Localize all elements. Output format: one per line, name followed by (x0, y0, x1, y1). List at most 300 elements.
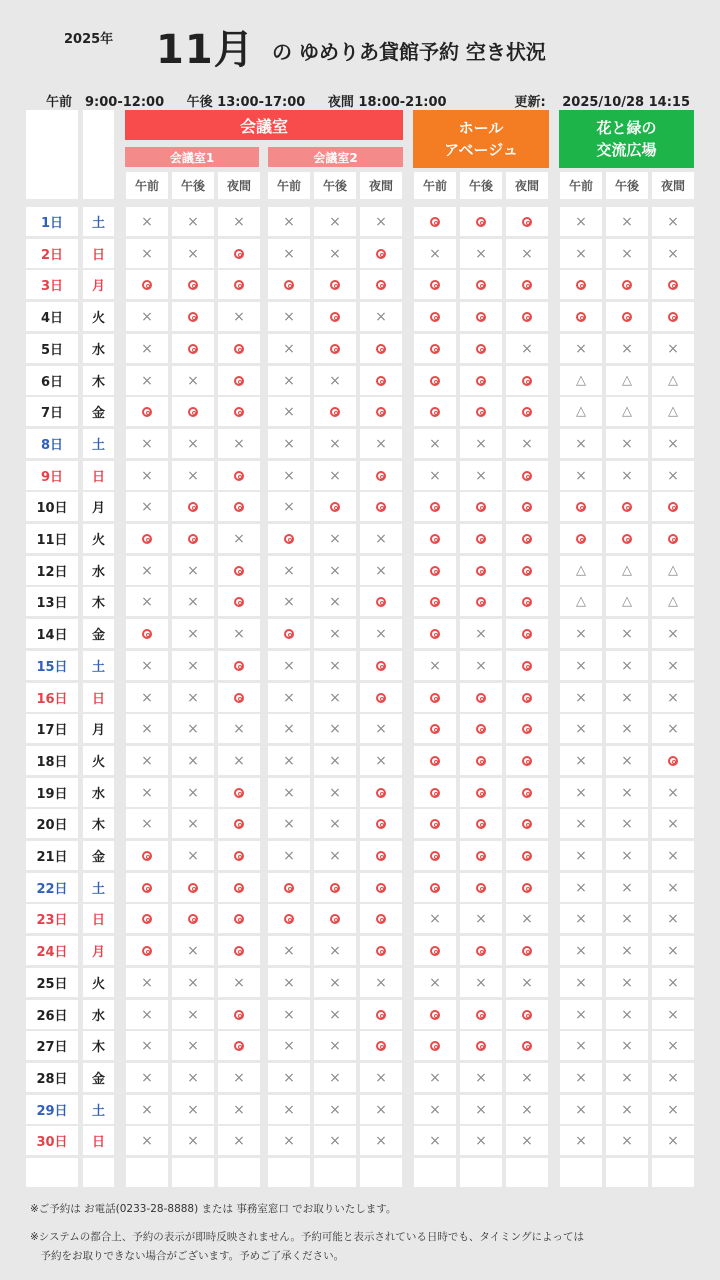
availability-cell[interactable] (460, 366, 502, 395)
availability-cell[interactable] (460, 239, 502, 268)
availability-cell[interactable] (506, 1031, 548, 1060)
availability-cell[interactable] (652, 1000, 694, 1029)
availability-cell[interactable] (268, 873, 310, 902)
availability-cell[interactable] (360, 936, 402, 965)
availability-cell[interactable] (314, 904, 356, 933)
availability-cell[interactable] (218, 1095, 260, 1124)
availability-cell[interactable] (652, 873, 694, 902)
availability-cell[interactable] (172, 619, 214, 648)
availability-cell[interactable] (360, 1031, 402, 1060)
availability-cell[interactable] (606, 239, 648, 268)
availability-cell[interactable] (172, 461, 214, 490)
availability-cell[interactable] (268, 1095, 310, 1124)
availability-cell[interactable] (172, 397, 214, 426)
availability-cell[interactable] (126, 429, 168, 458)
availability-cell[interactable] (268, 492, 310, 521)
availability-cell[interactable] (506, 1095, 548, 1124)
availability-cell[interactable] (652, 429, 694, 458)
availability-cell[interactable] (606, 1063, 648, 1092)
availability-cell[interactable] (314, 302, 356, 331)
availability-cell[interactable] (560, 968, 602, 997)
availability-cell[interactable] (414, 746, 456, 775)
availability-cell[interactable] (360, 524, 402, 553)
availability-cell[interactable] (652, 587, 694, 616)
availability-cell[interactable] (126, 1063, 168, 1092)
availability-cell[interactable] (652, 778, 694, 807)
availability-cell[interactable] (414, 904, 456, 933)
availability-cell[interactable] (360, 873, 402, 902)
availability-cell[interactable] (172, 524, 214, 553)
availability-cell[interactable] (268, 429, 310, 458)
availability-cell[interactable] (172, 904, 214, 933)
availability-cell[interactable] (560, 302, 602, 331)
availability-cell[interactable] (606, 1126, 648, 1155)
availability-cell[interactable] (652, 746, 694, 775)
availability-cell[interactable] (652, 334, 694, 363)
availability-cell[interactable] (268, 714, 310, 743)
availability-cell[interactable] (414, 1063, 456, 1092)
availability-cell[interactable] (606, 714, 648, 743)
availability-cell[interactable] (268, 683, 310, 712)
availability-cell[interactable] (126, 809, 168, 838)
availability-cell[interactable] (606, 302, 648, 331)
availability-cell[interactable] (360, 302, 402, 331)
availability-cell[interactable] (560, 207, 602, 236)
availability-cell[interactable] (414, 968, 456, 997)
availability-cell[interactable] (218, 683, 260, 712)
availability-cell[interactable] (652, 556, 694, 585)
availability-cell[interactable] (218, 778, 260, 807)
availability-cell[interactable] (652, 714, 694, 743)
availability-cell[interactable] (268, 239, 310, 268)
availability-cell[interactable] (652, 524, 694, 553)
availability-cell[interactable] (126, 841, 168, 870)
availability-cell[interactable] (314, 1126, 356, 1155)
availability-cell[interactable] (218, 429, 260, 458)
availability-cell[interactable] (314, 714, 356, 743)
availability-cell[interactable] (314, 334, 356, 363)
availability-cell[interactable] (606, 524, 648, 553)
availability-cell[interactable] (460, 397, 502, 426)
availability-cell[interactable] (414, 270, 456, 299)
availability-cell[interactable] (360, 651, 402, 680)
availability-cell[interactable] (460, 270, 502, 299)
availability-cell[interactable] (314, 968, 356, 997)
availability-cell[interactable] (460, 809, 502, 838)
availability-cell[interactable] (126, 1031, 168, 1060)
availability-cell[interactable] (218, 809, 260, 838)
availability-cell[interactable] (314, 239, 356, 268)
availability-cell[interactable] (606, 1095, 648, 1124)
availability-cell[interactable] (268, 904, 310, 933)
availability-cell[interactable] (414, 587, 456, 616)
availability-cell[interactable] (414, 809, 456, 838)
availability-cell[interactable] (460, 1126, 502, 1155)
availability-cell[interactable] (414, 1126, 456, 1155)
availability-cell[interactable] (172, 873, 214, 902)
availability-cell[interactable] (506, 968, 548, 997)
availability-cell[interactable] (126, 524, 168, 553)
availability-cell[interactable] (218, 1000, 260, 1029)
availability-cell[interactable] (560, 746, 602, 775)
availability-cell[interactable] (314, 809, 356, 838)
availability-cell[interactable] (126, 207, 168, 236)
availability-cell[interactable] (414, 1095, 456, 1124)
availability-cell[interactable] (506, 746, 548, 775)
availability-cell[interactable] (652, 683, 694, 712)
availability-cell[interactable] (460, 746, 502, 775)
availability-cell[interactable] (360, 809, 402, 838)
availability-cell[interactable] (506, 904, 548, 933)
availability-cell[interactable] (360, 556, 402, 585)
availability-cell[interactable] (218, 270, 260, 299)
availability-cell[interactable] (560, 270, 602, 299)
availability-cell[interactable] (314, 556, 356, 585)
availability-cell[interactable] (606, 873, 648, 902)
availability-cell[interactable] (460, 936, 502, 965)
availability-cell[interactable] (414, 683, 456, 712)
availability-cell[interactable] (606, 556, 648, 585)
availability-cell[interactable] (506, 651, 548, 680)
availability-cell[interactable] (314, 366, 356, 395)
availability-cell[interactable] (172, 651, 214, 680)
availability-cell[interactable] (560, 619, 602, 648)
availability-cell[interactable] (506, 334, 548, 363)
availability-cell[interactable] (268, 270, 310, 299)
availability-cell[interactable] (652, 1063, 694, 1092)
availability-cell[interactable] (126, 1126, 168, 1155)
availability-cell[interactable] (506, 778, 548, 807)
availability-cell[interactable] (560, 429, 602, 458)
availability-cell[interactable] (172, 492, 214, 521)
availability-cell[interactable] (360, 1126, 402, 1155)
availability-cell[interactable] (218, 461, 260, 490)
availability-cell[interactable] (606, 651, 648, 680)
availability-cell[interactable] (460, 334, 502, 363)
availability-cell[interactable] (172, 1031, 214, 1060)
availability-cell[interactable] (314, 397, 356, 426)
availability-cell[interactable] (268, 1000, 310, 1029)
availability-cell[interactable] (126, 904, 168, 933)
availability-cell[interactable] (218, 746, 260, 775)
availability-cell[interactable] (652, 904, 694, 933)
availability-cell[interactable] (314, 1063, 356, 1092)
availability-cell[interactable] (126, 334, 168, 363)
availability-cell[interactable] (460, 1000, 502, 1029)
availability-cell[interactable] (414, 936, 456, 965)
availability-cell[interactable] (606, 366, 648, 395)
availability-cell[interactable] (172, 302, 214, 331)
availability-cell[interactable] (460, 556, 502, 585)
availability-cell[interactable] (606, 334, 648, 363)
availability-cell[interactable] (652, 270, 694, 299)
availability-cell[interactable] (126, 366, 168, 395)
availability-cell[interactable] (126, 873, 168, 902)
availability-cell[interactable] (506, 714, 548, 743)
availability-cell[interactable] (172, 778, 214, 807)
availability-cell[interactable] (506, 587, 548, 616)
availability-cell[interactable] (414, 397, 456, 426)
availability-cell[interactable] (606, 683, 648, 712)
availability-cell[interactable] (218, 904, 260, 933)
availability-cell[interactable] (218, 492, 260, 521)
availability-cell[interactable] (268, 334, 310, 363)
availability-cell[interactable] (360, 1063, 402, 1092)
availability-cell[interactable] (172, 587, 214, 616)
availability-cell[interactable] (414, 302, 456, 331)
availability-cell[interactable] (606, 1000, 648, 1029)
availability-cell[interactable] (414, 239, 456, 268)
availability-cell[interactable] (172, 1095, 214, 1124)
availability-cell[interactable] (126, 1095, 168, 1124)
availability-cell[interactable] (268, 809, 310, 838)
availability-cell[interactable] (460, 587, 502, 616)
availability-cell[interactable] (218, 524, 260, 553)
availability-cell[interactable] (268, 1031, 310, 1060)
availability-cell[interactable] (126, 683, 168, 712)
availability-cell[interactable] (652, 619, 694, 648)
availability-cell[interactable] (460, 524, 502, 553)
availability-cell[interactable] (218, 873, 260, 902)
availability-cell[interactable] (606, 270, 648, 299)
availability-cell[interactable] (506, 841, 548, 870)
availability-cell[interactable] (506, 429, 548, 458)
availability-cell[interactable] (360, 587, 402, 616)
availability-cell[interactable] (560, 556, 602, 585)
availability-cell[interactable] (652, 1095, 694, 1124)
availability-cell[interactable] (652, 207, 694, 236)
availability-cell[interactable] (560, 683, 602, 712)
availability-cell[interactable] (268, 461, 310, 490)
availability-cell[interactable] (126, 651, 168, 680)
availability-cell[interactable] (268, 778, 310, 807)
availability-cell[interactable] (218, 587, 260, 616)
availability-cell[interactable] (218, 1031, 260, 1060)
availability-cell[interactable] (360, 461, 402, 490)
availability-cell[interactable] (652, 366, 694, 395)
availability-cell[interactable] (268, 302, 310, 331)
availability-cell[interactable] (506, 619, 548, 648)
availability-cell[interactable] (218, 302, 260, 331)
availability-cell[interactable] (506, 1063, 548, 1092)
availability-cell[interactable] (314, 778, 356, 807)
availability-cell[interactable] (126, 397, 168, 426)
availability-cell[interactable] (218, 334, 260, 363)
availability-cell[interactable] (218, 1126, 260, 1155)
availability-cell[interactable] (268, 587, 310, 616)
availability-cell[interactable] (560, 492, 602, 521)
availability-cell[interactable] (506, 397, 548, 426)
availability-cell[interactable] (314, 429, 356, 458)
availability-cell[interactable] (126, 714, 168, 743)
availability-cell[interactable] (360, 746, 402, 775)
availability-cell[interactable] (360, 1000, 402, 1029)
availability-cell[interactable] (560, 397, 602, 426)
availability-cell[interactable] (506, 239, 548, 268)
availability-cell[interactable] (314, 270, 356, 299)
availability-cell[interactable] (218, 1063, 260, 1092)
availability-cell[interactable] (268, 651, 310, 680)
availability-cell[interactable] (172, 714, 214, 743)
availability-cell[interactable] (460, 714, 502, 743)
availability-cell[interactable] (268, 1063, 310, 1092)
availability-cell[interactable] (126, 619, 168, 648)
availability-cell[interactable] (560, 809, 602, 838)
availability-cell[interactable] (414, 334, 456, 363)
availability-cell[interactable] (506, 461, 548, 490)
availability-cell[interactable] (218, 841, 260, 870)
availability-cell[interactable] (218, 619, 260, 648)
availability-cell[interactable] (172, 556, 214, 585)
availability-cell[interactable] (314, 1000, 356, 1029)
availability-cell[interactable] (126, 778, 168, 807)
availability-cell[interactable] (460, 492, 502, 521)
availability-cell[interactable] (414, 492, 456, 521)
availability-cell[interactable] (414, 461, 456, 490)
availability-cell[interactable] (460, 778, 502, 807)
availability-cell[interactable] (560, 1126, 602, 1155)
availability-cell[interactable] (652, 1031, 694, 1060)
availability-cell[interactable] (606, 397, 648, 426)
availability-cell[interactable] (560, 1063, 602, 1092)
availability-cell[interactable] (652, 841, 694, 870)
availability-cell[interactable] (460, 873, 502, 902)
availability-cell[interactable] (414, 873, 456, 902)
availability-cell[interactable] (360, 366, 402, 395)
availability-cell[interactable] (506, 492, 548, 521)
availability-cell[interactable] (172, 841, 214, 870)
availability-cell[interactable] (606, 492, 648, 521)
availability-cell[interactable] (218, 556, 260, 585)
availability-cell[interactable] (414, 207, 456, 236)
availability-cell[interactable] (460, 461, 502, 490)
availability-cell[interactable] (560, 524, 602, 553)
availability-cell[interactable] (314, 651, 356, 680)
availability-cell[interactable] (460, 904, 502, 933)
availability-cell[interactable] (268, 841, 310, 870)
availability-cell[interactable] (360, 239, 402, 268)
availability-cell[interactable] (314, 841, 356, 870)
availability-cell[interactable] (506, 873, 548, 902)
availability-cell[interactable] (172, 207, 214, 236)
availability-cell[interactable] (414, 366, 456, 395)
availability-cell[interactable] (360, 429, 402, 458)
availability-cell[interactable] (606, 619, 648, 648)
availability-cell[interactable] (218, 651, 260, 680)
availability-cell[interactable] (560, 239, 602, 268)
availability-cell[interactable] (314, 587, 356, 616)
availability-cell[interactable] (314, 873, 356, 902)
availability-cell[interactable] (172, 936, 214, 965)
availability-cell[interactable] (560, 841, 602, 870)
availability-cell[interactable] (560, 334, 602, 363)
availability-cell[interactable] (268, 207, 310, 236)
availability-cell[interactable] (126, 587, 168, 616)
availability-cell[interactable] (360, 714, 402, 743)
availability-cell[interactable] (360, 683, 402, 712)
availability-cell[interactable] (126, 461, 168, 490)
availability-cell[interactable] (360, 619, 402, 648)
availability-cell[interactable] (506, 366, 548, 395)
availability-cell[interactable] (560, 587, 602, 616)
availability-cell[interactable] (172, 270, 214, 299)
availability-cell[interactable] (560, 1000, 602, 1029)
availability-cell[interactable] (218, 714, 260, 743)
availability-cell[interactable] (314, 936, 356, 965)
availability-cell[interactable] (414, 1031, 456, 1060)
availability-cell[interactable] (460, 968, 502, 997)
availability-cell[interactable] (460, 429, 502, 458)
availability-cell[interactable] (606, 841, 648, 870)
availability-cell[interactable] (360, 778, 402, 807)
availability-cell[interactable] (560, 1031, 602, 1060)
availability-cell[interactable] (606, 778, 648, 807)
availability-cell[interactable] (360, 1095, 402, 1124)
availability-cell[interactable] (652, 492, 694, 521)
availability-cell[interactable] (314, 461, 356, 490)
availability-cell[interactable] (126, 239, 168, 268)
availability-cell[interactable] (126, 556, 168, 585)
availability-cell[interactable] (126, 1000, 168, 1029)
availability-cell[interactable] (506, 936, 548, 965)
availability-cell[interactable] (460, 651, 502, 680)
availability-cell[interactable] (172, 1063, 214, 1092)
availability-cell[interactable] (506, 809, 548, 838)
availability-cell[interactable] (172, 1000, 214, 1029)
availability-cell[interactable] (606, 746, 648, 775)
availability-cell[interactable] (360, 968, 402, 997)
availability-cell[interactable] (560, 714, 602, 743)
availability-cell[interactable] (460, 619, 502, 648)
availability-cell[interactable] (652, 461, 694, 490)
availability-cell[interactable] (268, 746, 310, 775)
availability-cell[interactable] (360, 397, 402, 426)
availability-cell[interactable] (560, 651, 602, 680)
availability-cell[interactable] (606, 461, 648, 490)
availability-cell[interactable] (314, 746, 356, 775)
availability-cell[interactable] (414, 651, 456, 680)
availability-cell[interactable] (560, 1095, 602, 1124)
availability-cell[interactable] (126, 936, 168, 965)
availability-cell[interactable] (126, 302, 168, 331)
availability-cell[interactable] (172, 429, 214, 458)
availability-cell[interactable] (314, 207, 356, 236)
availability-cell[interactable] (126, 492, 168, 521)
availability-cell[interactable] (606, 809, 648, 838)
availability-cell[interactable] (460, 683, 502, 712)
availability-cell[interactable] (314, 492, 356, 521)
availability-cell[interactable] (414, 1000, 456, 1029)
availability-cell[interactable] (218, 239, 260, 268)
availability-cell[interactable] (218, 207, 260, 236)
availability-cell[interactable] (506, 302, 548, 331)
availability-cell[interactable] (506, 556, 548, 585)
availability-cell[interactable] (314, 683, 356, 712)
availability-cell[interactable] (314, 619, 356, 648)
availability-cell[interactable] (506, 207, 548, 236)
availability-cell[interactable] (506, 1000, 548, 1029)
availability-cell[interactable] (268, 397, 310, 426)
availability-cell[interactable] (360, 841, 402, 870)
availability-cell[interactable] (268, 936, 310, 965)
availability-cell[interactable] (268, 1126, 310, 1155)
availability-cell[interactable] (560, 461, 602, 490)
availability-cell[interactable] (414, 429, 456, 458)
availability-cell[interactable] (652, 302, 694, 331)
availability-cell[interactable] (606, 1031, 648, 1060)
availability-cell[interactable] (652, 651, 694, 680)
availability-cell[interactable] (172, 809, 214, 838)
